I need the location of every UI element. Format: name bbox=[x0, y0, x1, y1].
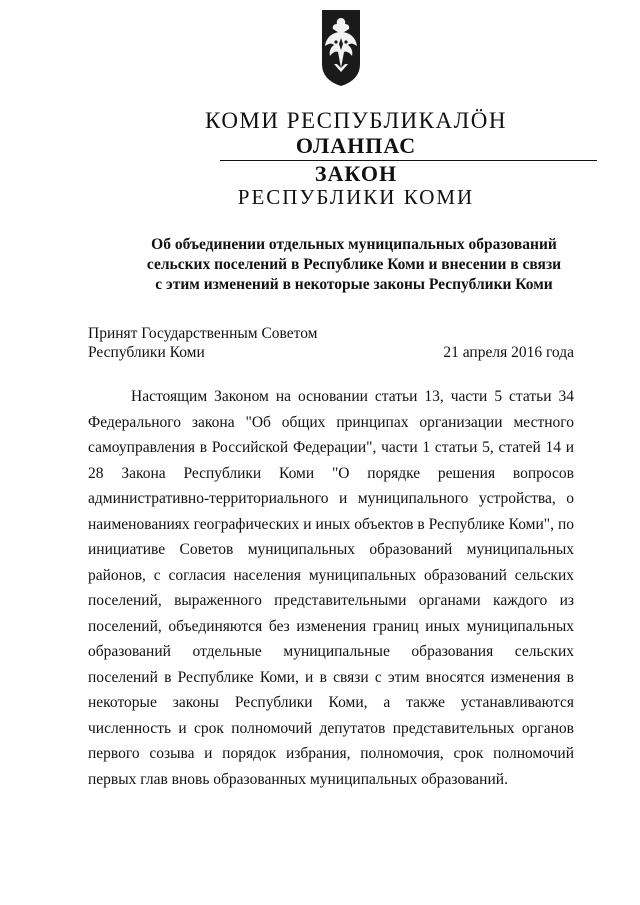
header-republic-komi: РЕСПУБЛИКИ КОМИ bbox=[237, 185, 475, 209]
law-title bbox=[80, 235, 628, 295]
adoption-date: 21 апреля 2016 года bbox=[443, 344, 574, 361]
adoption-line: Республики Коми bbox=[88, 344, 205, 361]
law-title-line: Об объединении отдельных муниципальных образований bbox=[151, 236, 557, 253]
header-zakon: ЗАКОН bbox=[314, 161, 398, 186]
header-komi-republic: КОМИ РЕСПУБЛИКАЛӦН bbox=[205, 108, 507, 133]
adoption-statement bbox=[88, 324, 318, 362]
adoption-line: Принят Государственным Советом bbox=[88, 325, 318, 342]
law-title-line: с этим изменений в некоторые законы Республики Коми bbox=[155, 276, 553, 293]
law-title-line: сельских поселений в Республике Коми и внесении в связи bbox=[146, 256, 562, 273]
body-paragraph: Настоящим Законом на основании статьи 13, части 5 статьи 34 Федерального закона "Об общих принципах организации местного самоуправления в Российской Федерации", части 1 статьи 5, статей 14 и 28 Закона Республики Коми "О порядке решения вопросов административно-территориального и муниципального устройства, о наименованиях географических и иных объектов в Республике Коми", по инициативе Советов муниципальных образований муниципальных районов, с согласия населения муниципальных образований сельских поселений, выраженного представительными органами каждого из поселений, объединяются без изменения границ иных муниципальных образований отдельные муниципальные образования сельских поселений в Республике Коми, и в связи с этим вносятся изменения в некоторые законы Республики Коми, а также устанавливаются численность и срок полномочий депутатов представительных органов первого созыва и порядок избрания, полномочия, срок полномочий первых глав вновь образованных муниципальных образований. bbox=[88, 388, 574, 788]
header-olanpas: ОЛАНПАС bbox=[295, 133, 417, 158]
komi-coat-of-arms-icon bbox=[320, 8, 362, 88]
